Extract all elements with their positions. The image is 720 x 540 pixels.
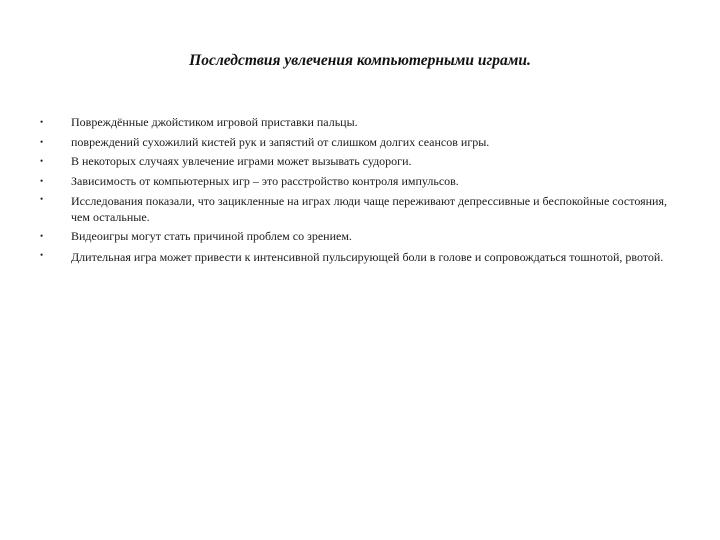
slide-title: Последствия увлечения компьютерными играми. bbox=[189, 52, 531, 69]
list-item bbox=[40, 113, 680, 133]
list-item bbox=[40, 227, 680, 247]
list-item-text: Зависимость от компьютерных игр – это расстройство контроля импульсов. bbox=[71, 173, 459, 188]
bullet-list bbox=[40, 113, 680, 267]
list-item-text: повреждений сухожилий кистей рук и запястий от слишком долгих сеансов игры. bbox=[71, 134, 490, 149]
list-item-text: В некоторых случаях увлечение играми может вызывать судороги. bbox=[71, 154, 412, 168]
bullet-icon: • bbox=[40, 175, 44, 186]
bullet-icon: • bbox=[40, 194, 44, 204]
list-item bbox=[40, 133, 680, 153]
list-item-text: Видеоигры могут стать причиной проблем со зрением. bbox=[71, 229, 352, 243]
bullet-icon: • bbox=[40, 249, 44, 260]
list-item bbox=[40, 247, 680, 267]
list-item bbox=[40, 172, 680, 192]
bullet-icon: • bbox=[40, 136, 44, 147]
bullet-icon: • bbox=[40, 231, 44, 241]
bullet-icon: • bbox=[40, 117, 44, 127]
list-item-text: Длительная игра может привести к интенсивной пульсирующей боли в голове и сопровождаться тошнотой, рвотой. bbox=[71, 249, 664, 264]
list-item-text: Повреждённые джойстиком игровой приставки пальцы. bbox=[71, 115, 358, 129]
list-item-text: Исследования показали, что зацикленные на играх люди чаще переживают депрессивные и беспокойные состояния, чем остальные. bbox=[71, 194, 667, 224]
bullet-icon: • bbox=[40, 156, 44, 166]
list-item bbox=[40, 191, 680, 227]
list-item bbox=[40, 152, 680, 172]
